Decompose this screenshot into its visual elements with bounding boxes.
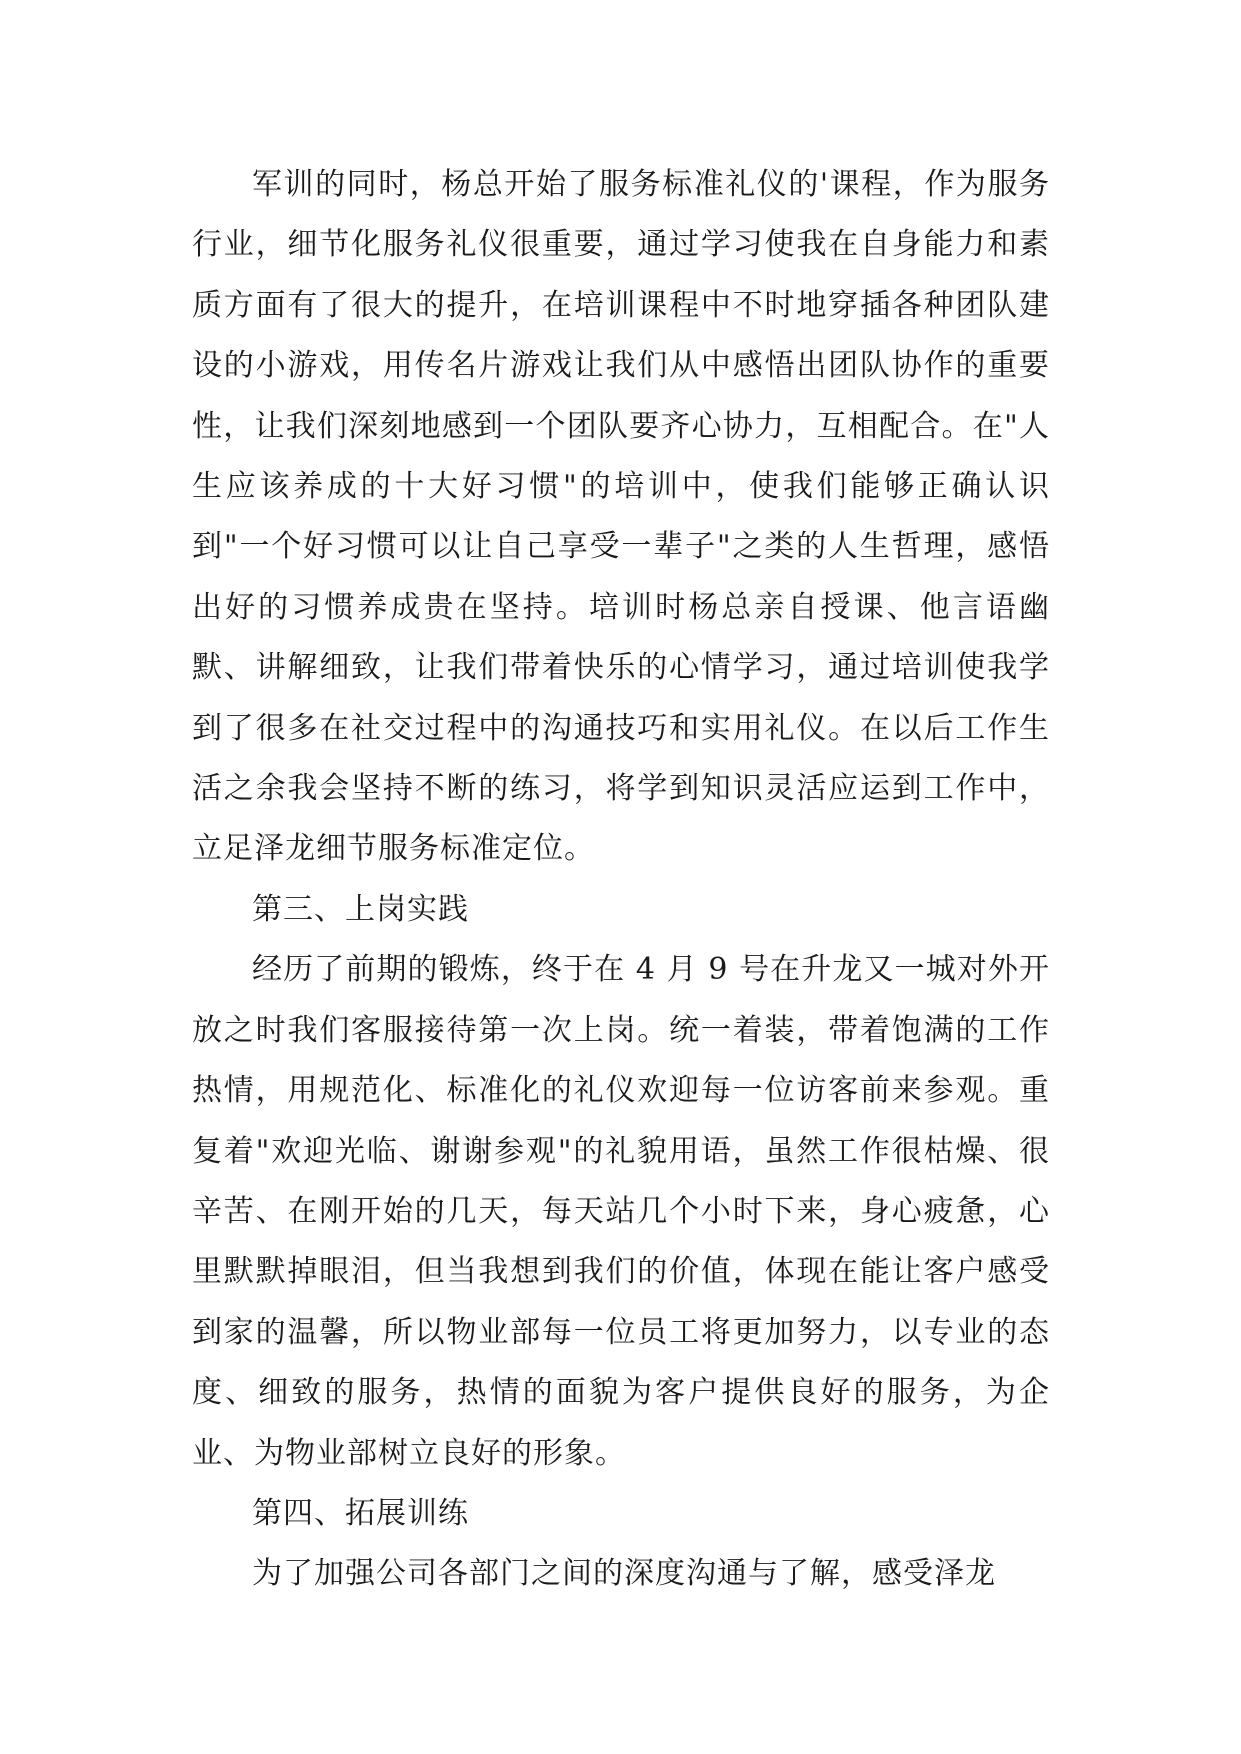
document-body [192, 155, 1050, 1605]
section-heading-3: 第三、上岗实践 [252, 891, 469, 927]
paragraph-etiquette-training: 军训的同时，杨总开始了服务标准礼仪的'课程，作为服务行业，细节化服务礼仪很重要，通过学习使我在自身能力和素质方面有了很大的提升，在培训课程中不时地穿插各种团队建设的小游戏，用传名片游戏让我们从中感悟出团队协作的重要性，让我们深刻地感到一个团队要齐心协力，互相配合。在"人生应该养成的十大好习惯"的培训中，使我们能够正确认识到"一个好习惯可以让自己享受一辈子"之类的人生哲理，感悟出好的习惯养成贵在坚持。培训时杨总亲自授课、他言语幽默、讲解细致，让我们带着快乐的心情学习，通过培训使我学到了很多在社交过程中的沟通技巧和实用礼仪。在以后工作生活之余我会坚持不断的练习，将学到知识灵活应运到工作中，立足泽龙细节服务标准定位。 [192, 167, 1050, 867]
section-heading-4: 第四、拓展训练 [252, 1495, 469, 1531]
paragraph-on-duty-practice: 经历了前期的锻炼，终于在 4 月 9 号在升龙又一城对外开放之时我们客服接待第一次上岗。统一着装，带着饱满的工作热情，用规范化、标准化的礼仪欢迎每一位访客前来参观。重复着"欢迎光临、谢谢参观"的礼貌用语，虽然工作很枯燥、很辛苦、在刚开始的几天，每天站几个小时下来，身心疲惫，心里默默掉眼泪，但当我想到我们的价值，体现在能让客户感受到家的温馨，所以物业部每一位员工将更加努力，以专业的态度、细致的服务，热情的面貌为客户提供良好的服务，为企业、为物业部树立良好的形象。 [192, 952, 1050, 1471]
paragraph-outreach-training: 为了加强公司各部门之间的深度沟通与了解，感受泽龙 [252, 1556, 996, 1592]
